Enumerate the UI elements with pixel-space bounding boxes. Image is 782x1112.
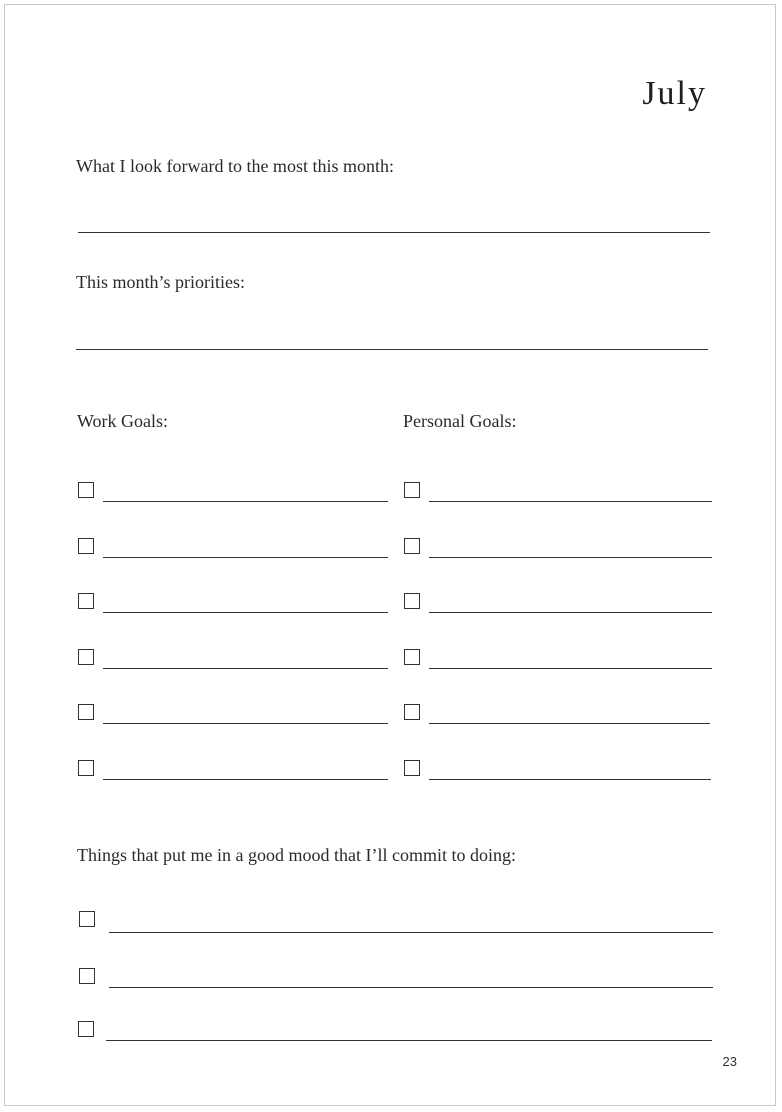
personal-goal-checkbox[interactable] [404,704,420,720]
personal-goals-heading: Personal Goals: [403,411,517,431]
good-mood-checkbox[interactable] [79,911,95,927]
work-goal-checkbox[interactable] [78,538,94,554]
work-goal-checkbox[interactable] [78,704,94,720]
good-mood-checkbox[interactable] [78,1021,94,1037]
work-goal-line[interactable] [103,612,388,613]
personal-goal-checkbox[interactable] [404,538,420,554]
good-mood-line[interactable] [109,987,713,988]
work-goal-checkbox[interactable] [78,593,94,609]
good-mood-checkbox[interactable] [79,968,95,984]
work-goal-line[interactable] [103,557,388,558]
priorities-write-line[interactable] [76,349,708,350]
work-goal-line[interactable] [103,723,388,724]
good-mood-line[interactable] [106,1040,712,1041]
work-goal-line[interactable] [103,668,388,669]
personal-goal-line[interactable] [429,557,712,558]
good-mood-line[interactable] [109,932,713,933]
personal-goal-line[interactable] [429,501,712,502]
personal-goal-checkbox[interactable] [404,593,420,609]
good-mood-prompt: Things that put me in a good mood that I’ll commit to doing: [77,845,516,865]
personal-goal-checkbox[interactable] [404,649,420,665]
personal-goal-line[interactable] [429,779,711,780]
personal-goal-line[interactable] [429,723,710,724]
work-goal-checkbox[interactable] [78,649,94,665]
work-goal-checkbox[interactable] [78,760,94,776]
work-goal-checkbox[interactable] [78,482,94,498]
month-title: July [642,75,707,112]
personal-goal-checkbox[interactable] [404,482,420,498]
personal-goal-checkbox[interactable] [404,760,420,776]
work-goal-line[interactable] [103,501,388,502]
planner-page [4,4,776,1106]
work-goal-line[interactable] [103,779,388,780]
personal-goal-line[interactable] [429,612,712,613]
look-forward-prompt: What I look forward to the most this month: [76,156,394,176]
look-forward-write-line[interactable] [78,232,710,233]
priorities-prompt: This month’s priorities: [76,272,245,292]
page-number: 23 [722,1054,737,1069]
personal-goal-line[interactable] [429,668,712,669]
work-goals-heading: Work Goals: [77,411,169,431]
